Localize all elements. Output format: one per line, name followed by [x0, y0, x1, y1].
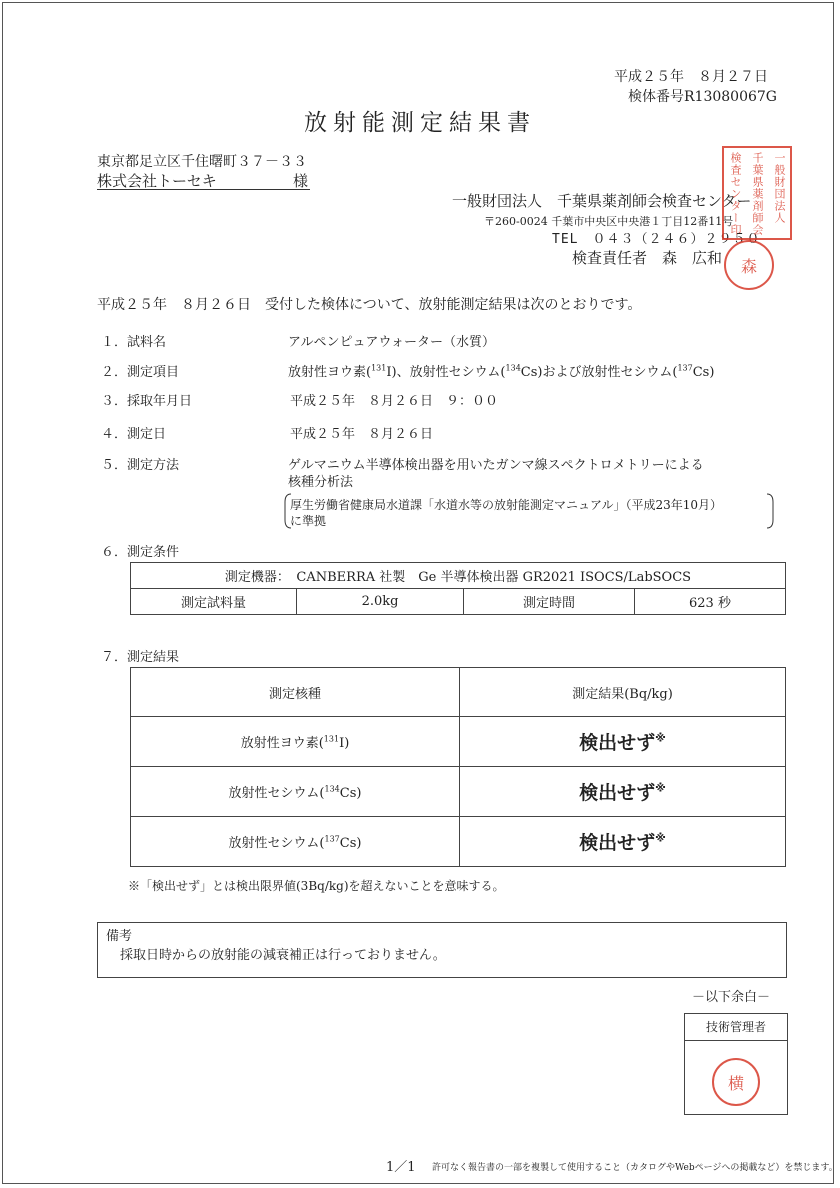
document-title: 放射能測定結果書: [304, 110, 536, 136]
result-value: 検出せず※: [460, 717, 786, 767]
results-header-row: [131, 668, 786, 717]
recipient-line: [97, 170, 310, 190]
item-4-label: 測定日: [127, 427, 167, 442]
result-header: 測定結果(Bq/kg): [460, 668, 786, 717]
nuclide-name: 放射性セシウム($^{137}$Cs): [131, 817, 460, 867]
item-5-value-2: 核種分析法: [288, 475, 354, 490]
conditions-heading: ６．測定条件: [101, 545, 180, 560]
item-5-note-1: 厚生労働省健康局水道課「水道水等の放射能測定マニュアル」（平成23年10月）: [290, 498, 723, 512]
recipient-address: 東京都足立区千住曙町３７－３３: [97, 154, 307, 170]
result-value: 検出せず※: [460, 817, 786, 867]
item-1-label: 試料名: [127, 335, 167, 350]
report-date: 平成２５年 ８月２７日: [614, 69, 768, 85]
copy-notice: 許可なく報告書の一部を複製して使用すること（カタログやWebページへの掲載など）を禁じます。: [432, 1163, 838, 1173]
conditions-row-instrument: [131, 563, 786, 589]
sample-number: 検体番号R13080067G: [628, 89, 777, 105]
time-label: 測定時間: [464, 589, 635, 615]
issuer-tel: TEL ０４３（２４６）２９５０: [552, 232, 761, 247]
item-5-value: ゲルマニウム半導体検出器を用いたガンマ線スペクトロメトリーによる: [288, 458, 704, 473]
result-value: 検出せず※: [460, 767, 786, 817]
results-footnote: ※「検出せず」とは検出限界値(3Bq/kg)を超えないことを意味する。: [128, 879, 505, 893]
item-3-value: 平成２５年 ８月２６日 ９：００: [290, 394, 499, 409]
instrument-cell: 測定機器： CANBERRA 社製 Ge 半導体検出器 GR2021 ISOCS/LabSOCS: [131, 563, 786, 589]
recipient-company: 株式会社トーセキ: [97, 172, 217, 190]
inspector-name: 検査責任者 森 広和: [572, 249, 723, 267]
tech-manager-label: 技術管理者: [685, 1014, 787, 1041]
item-5-note-2: に準拠: [290, 514, 327, 528]
nuclide-header: 測定核種: [131, 668, 460, 717]
item-2-num: ２．: [101, 365, 128, 380]
item-4-value: 平成２５年 ８月２６日: [290, 427, 434, 442]
item-4-num: ４．: [101, 427, 128, 442]
table-row: [131, 817, 786, 867]
remarks-text: 採取日時からの放射能の減衰補正は行っておりません。: [120, 948, 446, 963]
remarks-label: 備考: [106, 929, 133, 944]
organization-seal: 一般財団法人 千葉県薬剤師会 検査センター印: [722, 146, 792, 240]
table-row: [131, 767, 786, 817]
page-number: 1／1: [386, 1160, 416, 1175]
sample-amount-value: 2.0kg: [297, 589, 464, 615]
tech-manager-box: [684, 1013, 788, 1115]
item-5-note-bracket: [283, 492, 775, 530]
item-1-num: １．: [101, 335, 128, 350]
conditions-row-params: [131, 589, 786, 615]
issuer-address: 〒260-0024 千葉市中央区中央港１丁目12番11号: [484, 215, 734, 228]
item-2-label: 測定項目: [127, 365, 180, 380]
time-value: 623 秒: [635, 589, 786, 615]
results-table: [130, 667, 786, 867]
item-2-value: 放射性ヨウ素($^{131}$I)、放射性セシウム($^{134}$Cs)および放射性セシウム($^{137}$Cs): [288, 363, 715, 380]
item-5-num: ５．: [101, 458, 128, 473]
issuer-org: 一般財団法人 千葉県薬剤師会検査センター: [452, 192, 752, 210]
item-3-label: 採取年月日: [127, 394, 193, 409]
item-1-value: アルペンピュアウォーター（水質）: [288, 335, 495, 350]
results-heading: ７．測定結果: [101, 650, 180, 665]
end-mark: －以下余白－: [692, 990, 771, 1005]
table-row: [131, 717, 786, 767]
tech-manager-seal: 横: [712, 1058, 760, 1106]
sample-amount-label: 測定試料量: [131, 589, 297, 615]
item-5-label: 測定方法: [127, 458, 180, 473]
intro-text: 平成２５年 ８月２６日 受付した検体について、放射能測定結果は次のとおりです。: [97, 297, 642, 313]
conditions-table: [130, 562, 786, 615]
item-3-num: ３．: [101, 394, 128, 409]
recipient-honorific: 様: [292, 172, 308, 190]
nuclide-name: 放射性ヨウ素($^{131}$I): [131, 717, 460, 767]
inspector-seal: 森: [724, 240, 774, 290]
nuclide-name: 放射性セシウム($^{134}$Cs): [131, 767, 460, 817]
remarks-box: [97, 922, 787, 978]
